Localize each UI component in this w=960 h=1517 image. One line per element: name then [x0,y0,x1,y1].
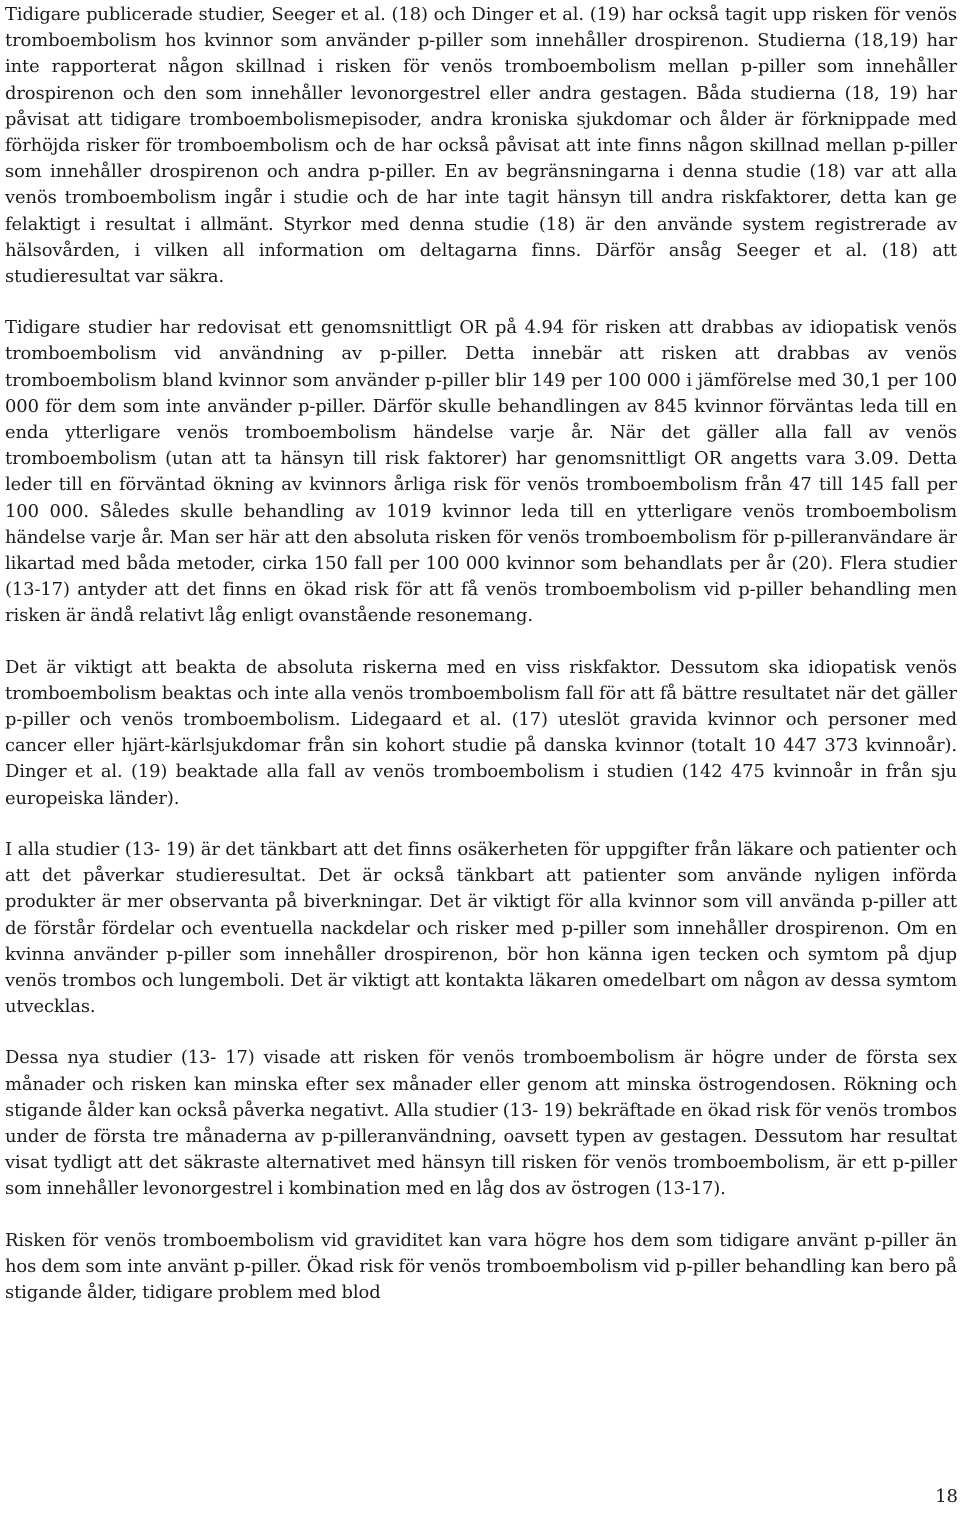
body-text [5,2,957,1331]
paragraph-absolute-risks: Det är viktigt att beakta de absoluta riskerna med en viss riskfaktor. Dessutom ska idiopatisk venös tromboembolism beaktas och inte alla venös tromboembolism fall för att få bättre resultatet när det gäller p-piller och venös tromboembolism. Lidegaard et al. (17) uteslöt gravida kvinnor och personer med cancer eller hjärt-kärlsjukdomar från sin kohort studie på danska kvinnor (totalt 10 447 373 kvinnoår). Dinger et al. (19) beaktade alla fall av venös tromboembolism i studien (142 475 kvinnoår in från sju europeiska länder). [5,656,957,809]
paragraph-uncertainty: I alla studier (13- 19) är det tänkbart att det finns osäkerheten för uppgifter från läkare och patienter och att det påverkar studieresultat. Det är också tänkbart att patienter som använde nyligen införda produkter är mer observanta på biverkningar. Det är viktigt för alla kvinnor som vill använda p-piller att de förstår fördelar och eventuella nackdelar och risker med p-piller som innehåller drospirenon. Om en kvinna använder p-piller som innehåller drospirenon, bör hon känna igen tecken och symtom på djup venös trombos och lungemboli. Det är viktigt att kontakta läkaren omedelbart om någon av dessa symtom utvecklas. [5,838,957,1018]
paragraph-odds-ratio-risk: Tidigare studier har redovisat ett genomsnittligt OR på 4.94 för risken att drabbas av idiopatisk venös tromboembolism vid användning av p-piller. Detta innebär att risken att drabbas av venös tromboembolism bland kvinnor som använder p-piller blir 149 per 100 000 i jämförelse med 30,1 per 100 000 för dem som inte använder p-piller. Därför skulle behandlingen av 845 kvinnor förväntas leda till en enda ytterligare venös tromboembolism händelse varje år. När det gäller alla fall av venös tromboembolism (utan att ta hänsyn till risk faktorer) har genomsnittligt OR angetts vara 3.09. Detta leder till en förväntad ökning av kvinnors årliga risk för venös tromboembolism från 47 till 145 fall per 100 000. Således skulle behandling av 1019 kvinnor leda till en ytterligare venös tromboembolism händelse varje år. Man ser här att den absoluta risken för venös tromboembolism för p-pilleranvändare är likartad med båda metoder, cirka 150 fall per 100 000 kvinnor som behandlats per år (20). Flera studier (13-17) antyder att det finns en ökad risk för att få venös tromboembolism vid p-piller behandling men risken är ändå relativt låg enligt ovanstående resonemang. [5,317,957,627]
paragraph-studies-seeger-dinger: Tidigare publicerade studier, Seeger et al. (18) och Dinger et al. (19) har också tagit upp risken för venös tromboembolism hos kvinnor som använder p-piller som innehåller drospirenon. Studierna (18,19) har inte rapporterat någon skillnad i risken för venös tromboembolism mellan p-piller som innehåller drospirenon och den som innehåller levonorgestrel eller andra gestagen. Båda studierna (18, 19) har påvisat att tidigare tromboembolismepisoder, andra kroniska sjukdomar och ålder är förknippade med förhöjda risker för tromboembolism och de har också påvisat att inte finns någon skillnad mellan p-piller som innehåller drospirenon och andra p-piller. En av begränsningarna i denna studie (18) var att alla venös tromboembolism ingår i studie och de har inte tagit hänsyn till andra riskfaktorer, detta kan ge felaktigt i resultat i allmänt. Styrkor med denna studie (18) är den använde system registrerade av hälsovården, i vilken all information om deltagarna finns. Därför ansåg Seeger et al. (18) att studieresultat var säkra. [5,4,957,288]
paragraph-new-studies: Dessa nya studier (13- 17) visade att risken för venös tromboembolism är högre under de första sex månader och risken kan minska efter sex månader eller genom att minska östrogendosen. Rökning och stigande ålder kan också påverka negativt. Alla studier (13- 19) bekräftade en ökad risk för venös trombos under de första tre månaderna av p-pilleranvändning, oavsett typen av gestagen. Dessutom har resultat visat tydligt att det säkraste alternativet med hänsyn till risken för venös tromboembolism, är ett p-piller som innehåller levonorgestrel i kombination med en låg dos av östrogen (13-17). [5,1047,957,1200]
page-number: 18 [935,1486,958,1507]
paragraph-pregnancy-risk: Risken för venös tromboembolism vid graviditet kan vara högre hos dem som tidigare använt p-piller än hos dem som inte använt p-piller. Ökad risk för venös tromboembolism vid p-piller behandling kan bero på stigande ålder, tidigare problem med blod [5,1229,957,1303]
